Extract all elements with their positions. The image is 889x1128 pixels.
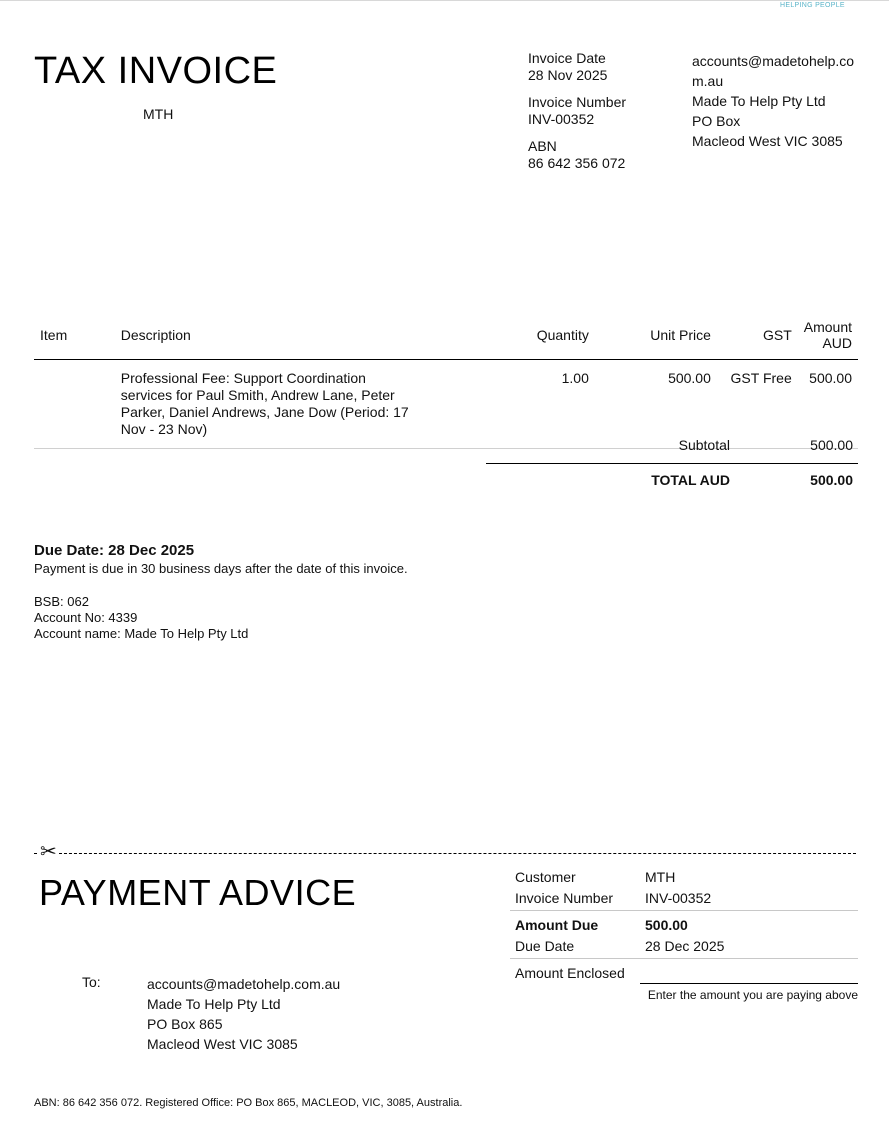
scissors-icon: ✂ (40, 841, 57, 863)
advice-customer-label: Customer (515, 869, 576, 885)
line-items-table (34, 317, 858, 449)
bank-bsb: BSB: 062 (34, 594, 89, 609)
invoice-date-value: 28 Nov 2025 (528, 67, 608, 83)
subtotal-value: 500.00 (810, 437, 853, 453)
advice-to-email: accounts@madetohelp.com.au (147, 976, 341, 992)
advice-divider (510, 958, 858, 959)
advice-to-po-box: PO Box 865 (147, 1016, 223, 1032)
cut-line (34, 853, 856, 854)
sender-address (692, 51, 862, 151)
row-item (34, 360, 115, 449)
advice-amount-enclosed-label: Amount Enclosed (515, 965, 625, 981)
advice-amount-due-value: 500.00 (645, 917, 688, 933)
advice-due-date-row (510, 936, 858, 957)
footer-registered-office: ABN: 86 642 356 072. Registered Office: PO Box 865, MACLEOD, VIC, 3085, Australia. (34, 1097, 463, 1109)
sender-email: accounts@madetohelp.com.au (692, 53, 855, 89)
invoice-number-block (528, 94, 678, 128)
advice-due-date-label: Due Date (515, 938, 575, 954)
advice-invoice-number-value: INV-00352 (645, 890, 712, 906)
subtotal-row (486, 437, 858, 464)
row-unit-price: 500.00 (595, 360, 717, 449)
total-label: TOTAL AUD (651, 472, 730, 488)
advice-amount-due-row (510, 915, 858, 936)
due-date-terms: Payment is due in 30 business days after the date of this invoice. (34, 561, 408, 576)
advice-to-label: To: (82, 974, 101, 990)
col-description: Description (115, 317, 475, 360)
advice-customer-value: MTH (645, 869, 676, 885)
bank-details (34, 594, 248, 642)
sender-po-box: PO Box (692, 113, 741, 129)
amount-enclosed-field[interactable] (640, 983, 858, 984)
advice-amount-enclosed-row (510, 963, 858, 1009)
advice-to-city: Macleod West VIC 3085 (147, 1036, 298, 1052)
sender-city: Macleod West VIC 3085 (692, 133, 843, 149)
invoice-number-value: INV-00352 (528, 111, 595, 127)
total-value: 500.00 (810, 472, 853, 488)
due-date-heading: Due Date: 28 Dec 2025 (34, 542, 195, 559)
invoice-date-block (528, 50, 678, 84)
logo-tagline: HELPING PEOPLE (780, 2, 845, 9)
invoice-number-label: Invoice Number (528, 94, 627, 110)
invoice-date-label: Invoice Date (528, 50, 606, 66)
advice-invoice-number-row (510, 888, 858, 909)
abn-value: 86 642 356 072 (528, 155, 626, 171)
bank-account-name: Account name: Made To Help Pty Ltd (34, 626, 249, 641)
amount-enclosed-hint: Enter the amount you are paying above (647, 988, 858, 1002)
advice-customer-row (510, 867, 858, 888)
sender-company: Made To Help Pty Ltd (692, 93, 826, 109)
subtotal-label: Subtotal (678, 437, 730, 453)
top-divider (0, 0, 889, 1)
row-description: Professional Fee: Support Coordination services for Paul Smith, Andrew Lane, Peter Parker, Daniel Andrews, Jane Dow (Period: 17 Nov - 23 Nov) (115, 360, 475, 449)
col-amount: Amount AUD (798, 317, 858, 360)
row-gst: GST Free (717, 360, 798, 449)
advice-to-address (147, 974, 340, 1054)
table-row (34, 360, 858, 449)
advice-due-date-value: 28 Dec 2025 (645, 938, 725, 954)
row-amount: 500.00 (798, 360, 858, 449)
row-quantity: 1.00 (475, 360, 595, 449)
col-item: Item (34, 317, 115, 360)
col-quantity: Quantity (475, 317, 595, 360)
payment-advice-title: PAYMENT ADVICE (39, 872, 357, 913)
abn-block (528, 138, 678, 172)
advice-invoice-number-label: Invoice Number (515, 890, 614, 906)
col-gst: GST (717, 317, 798, 360)
abn-label: ABN (528, 138, 557, 154)
table-header-row (34, 317, 858, 360)
advice-divider (510, 910, 858, 911)
advice-amount-due-label: Amount Due (515, 917, 599, 933)
bank-account-no: Account No: 4339 (34, 610, 138, 625)
customer-short-name: MTH (143, 106, 174, 122)
col-unit-price: Unit Price (595, 317, 717, 360)
advice-to-company: Made To Help Pty Ltd (147, 996, 281, 1012)
payment-advice-details (510, 867, 858, 1009)
invoice-title: TAX INVOICE (34, 50, 278, 92)
